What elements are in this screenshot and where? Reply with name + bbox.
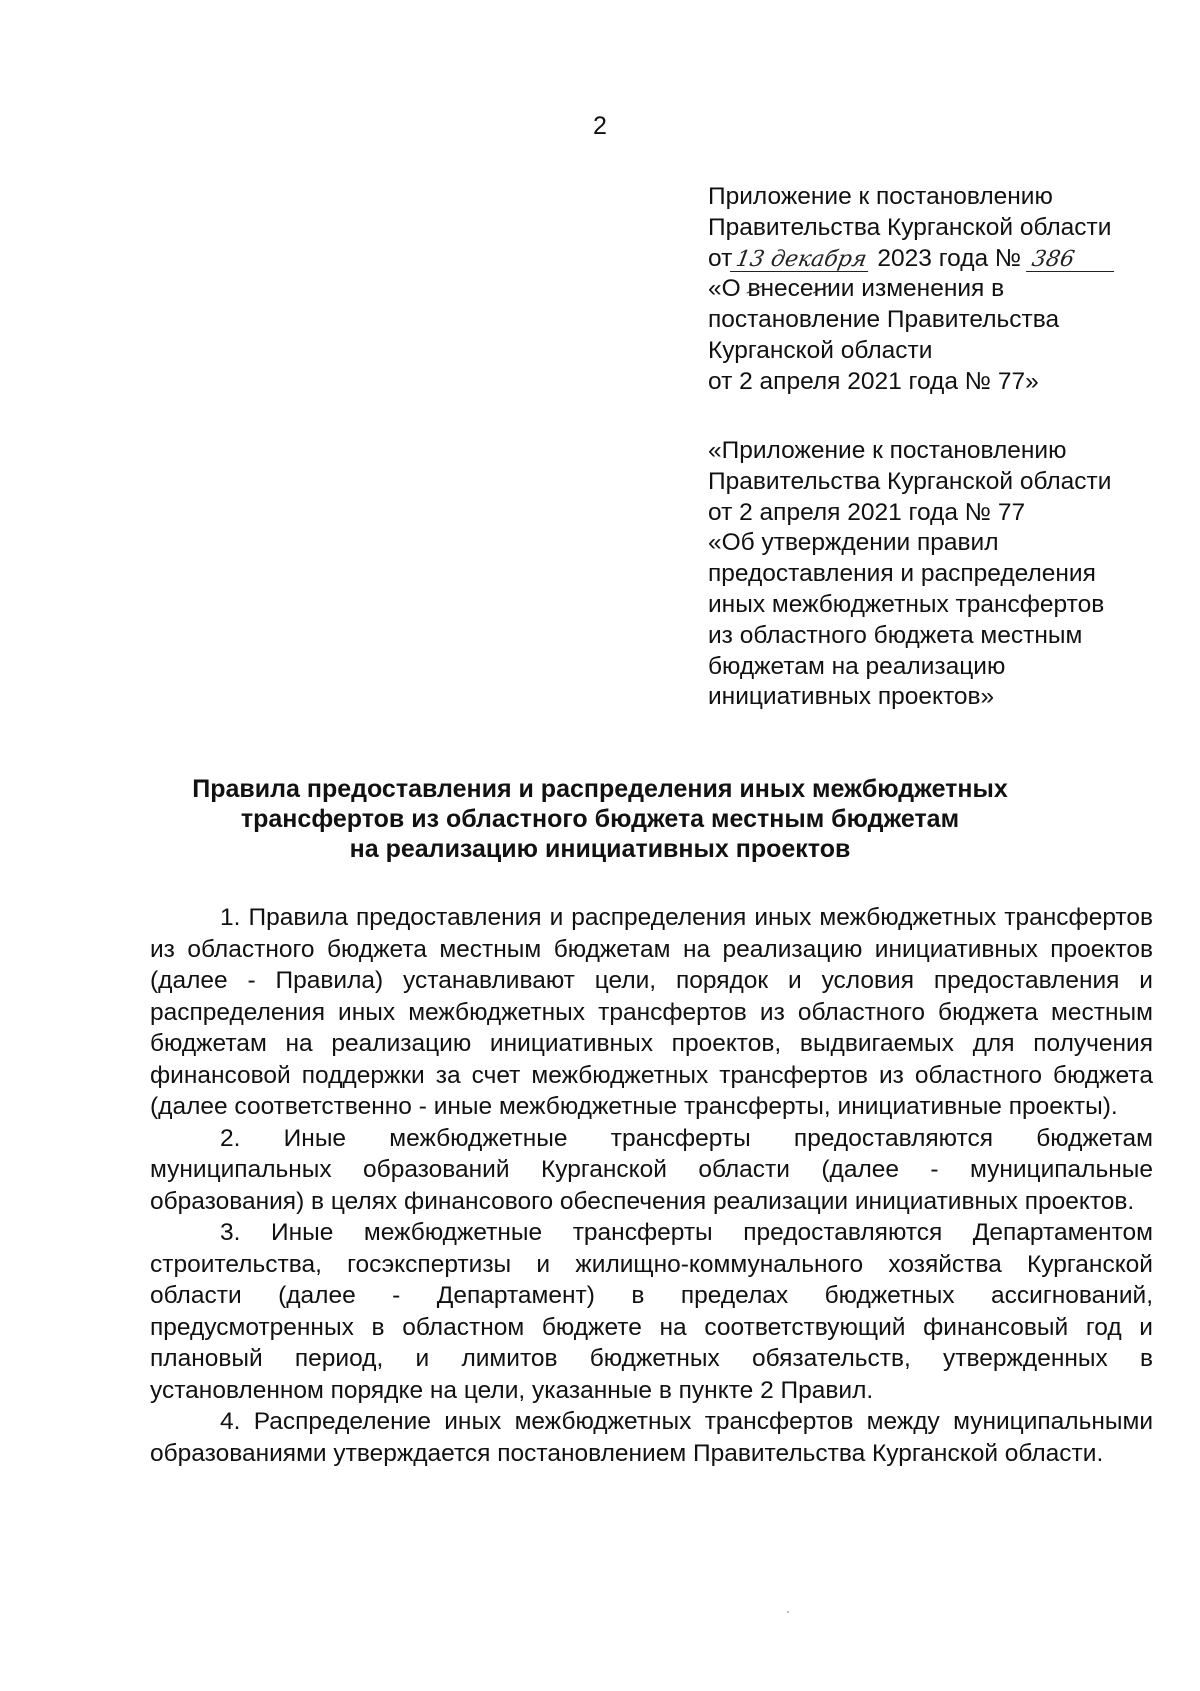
title-line: на реализацию инициативных проектов	[349, 835, 851, 863]
appendix-line: Правительства Курганской области	[708, 213, 1112, 241]
appendix-header-current	[708, 182, 1148, 398]
text-fragment: ии изменения в	[827, 275, 1005, 303]
appendix-line: из областного бюджета местным	[708, 621, 1083, 649]
date-year: 2023 года №	[877, 244, 1022, 272]
appendix-line: от 2 апреля 2021 года № 77	[708, 498, 1026, 526]
appendix-line: предоставления и распределения	[708, 560, 1096, 588]
pen-correction-mark: в	[747, 275, 761, 303]
paragraph-1: 1. Правила предоставления и распределения иных межбюджетных трансфертов из областного бюджета местным бюджетам на реализацию инициативных проектов (далее - Правила) устанавливают цели, порядок и условия предоставления и распределения иных межбюджетных трансфертов из областного бюджета местным бюджетам на реализацию инициативных проектов, выдвигаемых для получения финансовой поддержки за счет межбюджетных трансфертов из областного бюджета (далее соответственно - иные межбюджетные трансферты, инициативные проекты).	[150, 904, 1153, 1120]
page-number: 2	[593, 112, 607, 140]
scan-artifact	[787, 1611, 789, 1613]
document-body	[150, 902, 1153, 1469]
appendix-header-original	[708, 436, 1148, 713]
paragraph-3: 3. Иные межбюджетные трансферты предоставляются Департаментом строительства, госэкспертизы и жилищно-коммунального хозяйства Курганской области (далее - Департамент) в пределах бюджетных ассигнований, предусмотренных в областном бюджете на соответствующий финансовый год и плановый период, и лимитов бюджетных обязательств, утвержденных в установленном порядке на цели, указанные в пункте 2 Правил.	[150, 1219, 1153, 1404]
appendix-line: Приложение к постановлению	[708, 183, 1053, 210]
title-line: Правила предоставления и распределения иных межбюджетных	[192, 775, 1008, 803]
paragraph-4: 4. Распределение иных межбюджетных трансфертов между муниципальными образованиями утверждается постановлением Правительства Курганской области.	[150, 1408, 1153, 1467]
appendix-line: «Об утверждении правил	[708, 529, 999, 557]
text-fragment: «О	[708, 275, 748, 303]
appendix-line: иных межбюджетных трансфертов	[708, 590, 1105, 618]
handwritten-date: 13 декабря	[730, 249, 872, 272]
handwritten-number: 386	[1026, 249, 1118, 272]
appendix-line: инициативных проектов»	[708, 683, 995, 711]
appendix-line: постановление Правительства	[708, 306, 1060, 334]
appendix-line: бюджетам на реализацию	[708, 652, 1006, 680]
appendix-line: «Приложение к постановлению	[708, 437, 1067, 464]
appendix-line: от 2 апреля 2021 года № 77»	[708, 367, 1039, 395]
text-fragment: несе	[760, 275, 814, 303]
date-prefix: от	[708, 244, 733, 272]
pen-correction-mark: н	[813, 275, 828, 303]
appendix-line: Правительства Курганской области	[708, 467, 1112, 495]
paragraph-2: 2. Иные межбюджетные трансферты предоставляются бюджетам муниципальных образований Курганской области (далее - муниципальные образования) в целях финансового обеспечения реализации инициативных проектов.	[150, 1124, 1153, 1215]
document-title	[150, 774, 1050, 864]
appendix-line: Курганской области	[708, 336, 933, 364]
title-line: трансфертов из областного бюджета местным бюджетам	[240, 805, 960, 833]
appendix-date-line	[708, 244, 1148, 275]
appendix-line	[708, 274, 1148, 305]
